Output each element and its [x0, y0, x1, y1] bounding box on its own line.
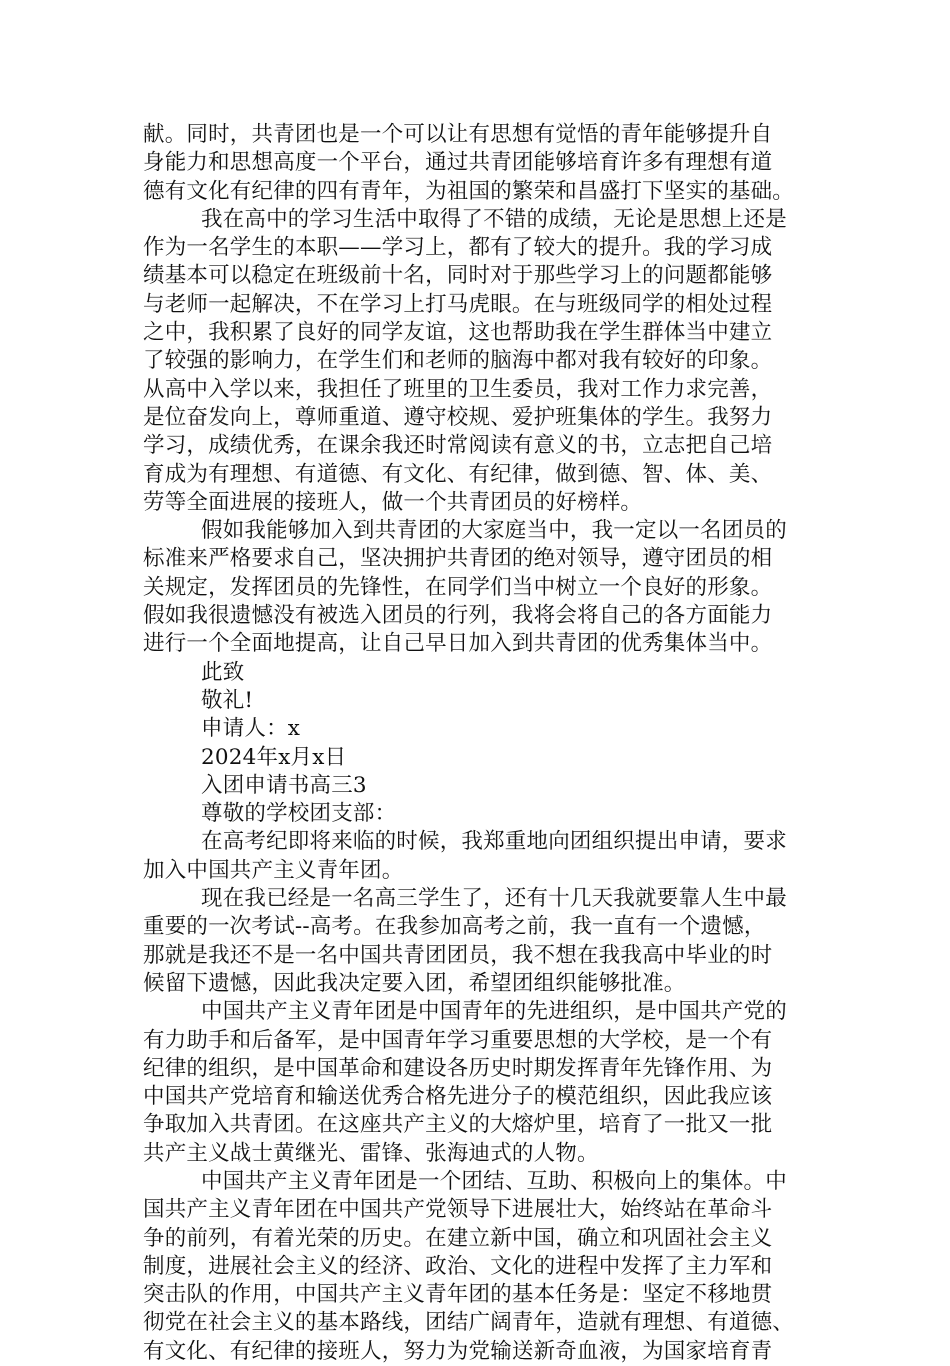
text-line: 作为一名学生的本职——学习上，都有了较大的提升。我的学习成	[143, 235, 773, 261]
text-line: 德有文化有纪律的四有青年，为祖国的繁荣和昌盛打下坚实的基础。	[143, 178, 795, 204]
text-line: 入团申请书高三3	[201, 772, 367, 798]
text-line: 现在我已经是一名高三学生了，还有十几天我就要靠人生中最	[201, 886, 787, 912]
text-line: 从高中入学以来，我担任了班里的卫生委员，我对工作力求完善，	[143, 376, 773, 402]
text-line: 2024年x月x日	[201, 744, 347, 770]
text-line: 在高考纪即将来临的时候，我郑重地向团组织提出申请，要求	[201, 829, 787, 855]
text-line: 制度，进展社会主义的经济、政治、文化的进程中发挥了主力军和	[143, 1253, 773, 1279]
text-line: 争的前列，有着光荣的历史。在建立新中国，确立和巩固社会主义	[143, 1225, 773, 1251]
text-line: 与老师一起解决，不在学习上打马虎眼。在与班级同学的相处过程	[143, 291, 773, 317]
text-line: 绩基本可以稳定在班级前十名，同时对于那些学习上的问题都能够	[143, 263, 773, 289]
text-line: 学习，成绩优秀，在课余我还时常阅读有意义的书，立志把自己培	[143, 433, 773, 459]
text-line: 候留下遗憾，因此我决定要入团，希望团组织能够批准。	[143, 970, 686, 996]
text-line: 关规定，发挥团员的先锋性，在同学们当中树立一个良好的形象。	[143, 574, 773, 600]
text-line: 纪律的组织，是中国革命和建设各历史时期发挥青年先锋作用、为	[143, 1055, 773, 1081]
text-line: 尊敬的学校团支部：	[201, 801, 397, 827]
text-line: 假如我能够加入到共青团的大家庭当中，我一定以一名团员的	[201, 518, 787, 544]
text-line: 彻党在社会主义的基本路线，团结广阔青年，造就有理想、有道德、	[143, 1310, 795, 1336]
text-line: 有文化、有纪律的接班人，努力为党输送新奇血液，为国家培育青	[143, 1338, 773, 1364]
text-line: 中国共产主义青年团是中国青年的先进组织，是中国共产党的	[201, 999, 787, 1025]
text-line: 是位奋发向上，尊师重道、遵守校规、爱护班集体的学生。我努力	[143, 404, 773, 430]
text-line: 此致	[201, 659, 245, 685]
text-line: 中国共产党培育和输送优秀合格先进分子的模范组织，因此我应该	[143, 1084, 773, 1110]
text-line: 重要的一次考试--高考。在我参加高考之前，我一直有一个遗憾，	[143, 914, 766, 940]
text-line: 身能力和思想高度一个平台，通过共青团能够培育许多有理想有道	[143, 150, 773, 176]
text-line: 共产主义战士黄继光、雷锋、张海迪式的人物。	[143, 1140, 599, 1166]
text-line: 标准来严格要求自己，坚决拥护共青团的绝对领导，遵守团员的相	[143, 546, 773, 572]
text-line: 中国共产主义青年团是一个团结、互助、积极向上的集体。中	[201, 1168, 787, 1194]
text-line: 我在高中的学习生活中取得了不错的成绩，无论是思想上还是	[201, 206, 787, 232]
text-line: 那就是我还不是一名中国共青团团员，我不想在我我高中毕业的时	[143, 942, 773, 968]
text-line: 争取加入共青团。在这座共产主义的大熔炉里，培育了一批又一批	[143, 1112, 773, 1138]
document-body	[143, 121, 823, 1366]
text-line: 劳等全面进展的接班人，做一个共青团员的好榜样。	[143, 489, 643, 515]
text-line: 敬礼!	[201, 687, 254, 713]
text-line: 假如我很遗憾没有被选入团员的行列，我将会将自己的各方面能力	[143, 603, 773, 629]
text-line: 有力助手和后备军，是中国青年学习重要思想的大学校，是一个有	[143, 1027, 773, 1053]
text-line: 进行一个全面地提高，让自己早日加入到共青团的优秀集体当中。	[143, 631, 773, 657]
text-line: 之中，我积累了良好的同学友谊，这也帮助我在学生群体当中建立	[143, 320, 773, 346]
text-line: 国共产主义青年团在中国共产党领导下进展壮大，始终站在革命斗	[143, 1197, 773, 1223]
text-line: 加入中国共产主义青年团。	[143, 857, 404, 883]
text-line: 育成为有理想、有道德、有文化、有纪律，做到德、智、体、美、	[143, 461, 773, 487]
text-line: 申请人：x	[201, 716, 301, 742]
text-line: 了较强的影响力，在学生们和老师的脑海中都对我有较好的印象。	[143, 348, 773, 374]
text-line: 献。同时，共青团也是一个可以让有思想有觉悟的青年能够提升自	[143, 122, 773, 147]
text-line: 突击队的作用，中国共产主义青年团的基本任务是：坚定不移地贯	[143, 1282, 773, 1308]
